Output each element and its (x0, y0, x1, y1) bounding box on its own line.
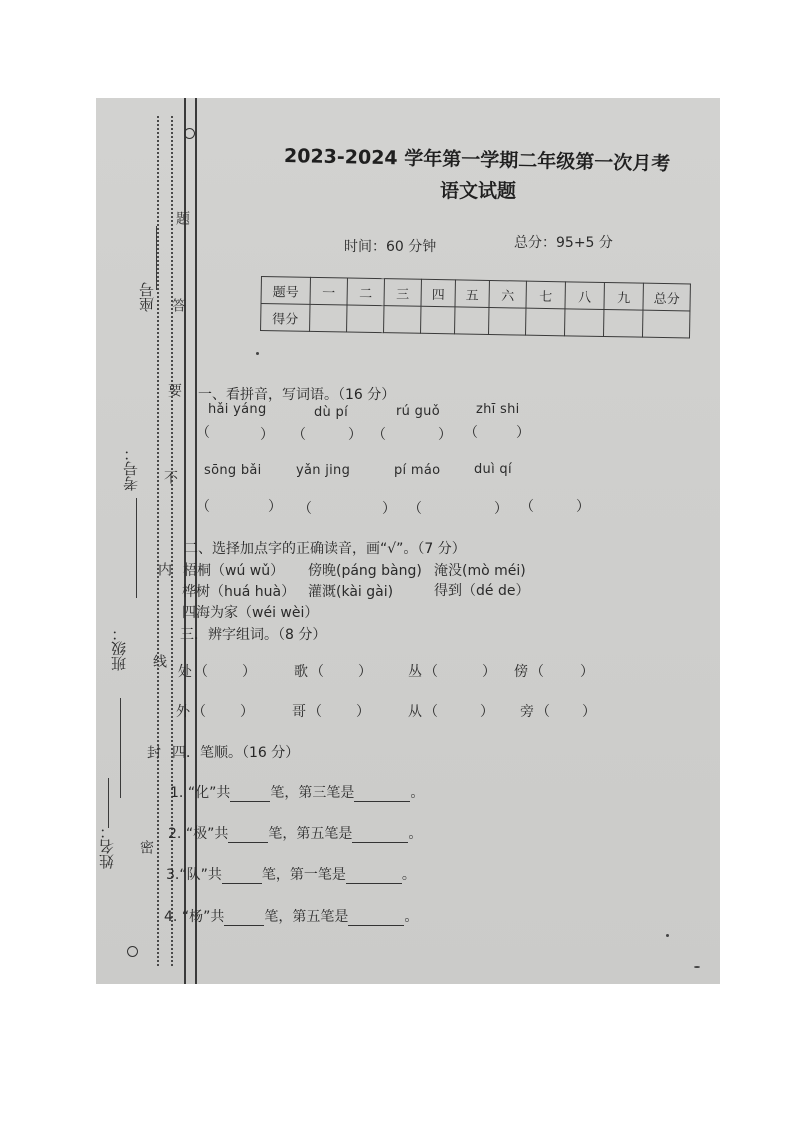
score-header-cell: 题号 (261, 277, 310, 305)
stroke-order-question (166, 864, 416, 884)
question-end: 。 (404, 909, 419, 925)
answer-paren-open: （ (424, 664, 438, 680)
answer-paren-open: （ (530, 664, 544, 680)
answer-paren-open: （ (196, 499, 210, 515)
score-header-cell: 五 (455, 280, 489, 308)
stroke-answer-blank[interactable] (354, 787, 410, 802)
score-cell[interactable] (421, 306, 455, 334)
seal-char: 不 (162, 470, 178, 484)
exam-title: 2023-2024 学年第一学期二年级第一次月考 (283, 144, 671, 176)
answer-paren-open: （ (372, 427, 386, 443)
pinyin: yǎn jing (296, 463, 351, 478)
answer-paren-close: ） (240, 704, 254, 720)
exam-number-label: 考号： (122, 446, 140, 491)
word-group-char: 从 (408, 704, 422, 720)
exam-time: 时间：60 分钟 (344, 239, 437, 255)
section1-heading: 一、看拼音，写词语。（16 分） (198, 387, 396, 403)
stroke-answer-blank[interactable] (352, 828, 408, 843)
question-text: 笔，第五笔是 (268, 826, 353, 842)
score-header-cell: 四 (421, 279, 455, 307)
question-text: 笔，第五笔是 (264, 909, 349, 925)
section3-heading: 三．辨字组词。（8 分） (180, 627, 327, 643)
pinyin: hǎi yáng (208, 402, 267, 417)
answer-paren-close: ） (494, 501, 508, 517)
question-number: 4. (164, 909, 178, 925)
answer-paren-close: ） (582, 704, 596, 720)
reading-choice-item[interactable]: 梧桐（wú wǔ） (183, 563, 285, 579)
answer-paren-open: （ (424, 704, 438, 720)
binding-hole-top (184, 128, 195, 139)
word-group-char: 歌 (294, 664, 308, 680)
section2-heading: 二、选择加点字的正确读音，画“√”。（7 分） (184, 541, 466, 557)
score-header-cell: 八 (565, 282, 604, 310)
seat-number-line[interactable] (156, 226, 157, 290)
reading-choice-item[interactable]: 傍晚(páng bàng) (308, 563, 422, 579)
question-number: 3. (166, 867, 180, 883)
answer-paren-close: ） (358, 664, 372, 680)
answer-paren-open: （ (408, 501, 422, 517)
answer-paren-close: ） (348, 427, 362, 443)
score-cell[interactable] (642, 310, 689, 338)
pinyin: pí máo (394, 463, 441, 478)
class-label: 班级： (110, 626, 128, 671)
score-header-cell: 三 (384, 279, 421, 307)
answer-paren-close: ） (576, 499, 590, 515)
class-line[interactable] (120, 698, 121, 798)
word-group-char: 哥 (292, 704, 306, 720)
exam-total-score: 总分：95+5 分 (514, 235, 613, 251)
answer-paren-close: ） (260, 427, 274, 443)
binding-dotted-line-left (157, 116, 159, 966)
question-text: “杨”共 (181, 909, 225, 925)
score-cell[interactable] (347, 305, 384, 333)
pinyin: rú guǒ (396, 404, 440, 419)
answer-paren-close: ） (268, 499, 282, 515)
answer-paren-open: （ (292, 427, 306, 443)
word-group-char: 傍 (514, 664, 528, 680)
score-row-label: 得分 (261, 304, 310, 332)
reading-choice-item[interactable]: 四海为家（wéi wèi） (182, 605, 319, 621)
question-end: 。 (401, 867, 416, 883)
answer-paren-close: ） (356, 704, 370, 720)
speck (666, 934, 669, 937)
stroke-count-blank[interactable] (230, 787, 270, 802)
answer-paren-open: （ (310, 664, 324, 680)
reading-choice-item[interactable]: 淹没(mò méi) (434, 563, 526, 579)
stroke-order-question (164, 906, 418, 926)
stroke-order-question (168, 823, 422, 843)
reading-choice-item[interactable]: 灌溉(kài gài) (308, 584, 394, 600)
pinyin: duì qí (474, 462, 512, 477)
seal-char: 密 (138, 840, 154, 854)
score-cell[interactable] (489, 307, 526, 335)
score-header-cell: 六 (489, 280, 526, 308)
answer-paren-close: ） (580, 664, 594, 680)
seal-char: 线 (151, 654, 167, 668)
stroke-count-blank[interactable] (222, 869, 262, 884)
stroke-count-blank[interactable] (224, 911, 264, 926)
score-cell[interactable] (565, 309, 604, 337)
seal-char: 封 (145, 745, 161, 759)
seal-char: 答 (170, 298, 186, 312)
score-table (260, 276, 691, 338)
answer-paren-open: （ (520, 499, 534, 515)
seat-number-label: 座号 (138, 282, 156, 312)
pinyin: dù pí (314, 405, 348, 420)
question-end: 。 (410, 785, 425, 801)
score-header-cell: 一 (310, 277, 347, 305)
stroke-count-blank[interactable] (228, 828, 268, 843)
score-header-cell: 七 (526, 281, 565, 309)
question-number: 2. (168, 826, 182, 842)
answer-paren-open: （ (308, 704, 322, 720)
reading-choice-item[interactable]: 桦树（huá huà） (182, 584, 296, 600)
exam-paper-photo (96, 98, 720, 984)
question-text: “极”共 (185, 826, 229, 842)
score-cell[interactable] (455, 307, 489, 335)
question-text: 笔，第三笔是 (270, 785, 355, 801)
answer-paren-close: ） (480, 704, 494, 720)
score-cell[interactable] (310, 304, 347, 332)
stroke-answer-blank[interactable] (348, 911, 404, 926)
answer-paren-close: ） (382, 501, 396, 517)
score-cell[interactable] (603, 309, 642, 337)
answer-paren-close: ） (438, 427, 452, 443)
word-group-char: 丛 (408, 664, 422, 680)
score-header-cell: 二 (347, 278, 384, 306)
question-text: “队”共 (179, 867, 222, 883)
pinyin: zhī shi (476, 402, 520, 417)
answer-paren-close: ） (482, 664, 496, 680)
name-label: 姓名： (98, 824, 116, 869)
seal-char: 内 (156, 562, 172, 576)
section4-heading: 四．笔顺。（16 分） (172, 745, 300, 761)
answer-paren-open: （ (192, 704, 206, 720)
word-group-char: 外 (176, 704, 190, 720)
word-group-char: 旁 (520, 704, 534, 720)
question-number: 1. (170, 785, 184, 801)
speck (256, 352, 259, 355)
pinyin: sōng bǎi (204, 463, 262, 478)
score-cell[interactable] (384, 306, 421, 334)
seal-char: 要 (166, 383, 182, 397)
score-header-cell: 九 (604, 282, 643, 310)
question-end: 。 (408, 826, 423, 842)
exam-number-line[interactable] (136, 498, 137, 598)
answer-paren-open: （ (298, 501, 312, 517)
word-group-char: 处 (178, 664, 192, 680)
score-cell[interactable] (526, 308, 565, 336)
answer-paren-open: （ (194, 664, 208, 680)
speck (694, 966, 700, 968)
answer-paren-close: ） (516, 425, 530, 441)
answer-paren-open: （ (536, 704, 550, 720)
answer-paren-open: （ (196, 425, 210, 441)
reading-choice-item[interactable]: 得到（dé de） (434, 583, 530, 599)
seal-char: 题 (174, 211, 190, 225)
stroke-order-question (170, 782, 424, 802)
name-line[interactable] (108, 778, 109, 828)
answer-paren-close: ） (242, 664, 256, 680)
question-text: “化”共 (187, 785, 231, 801)
answer-paren-open: （ (464, 425, 478, 441)
exam-subtitle: 语文试题 (440, 180, 517, 202)
score-header-cell: 总分 (643, 283, 690, 311)
question-text: 笔，第一笔是 (261, 867, 346, 883)
binding-hole-bottom (127, 946, 138, 957)
stroke-answer-blank[interactable] (346, 869, 402, 884)
